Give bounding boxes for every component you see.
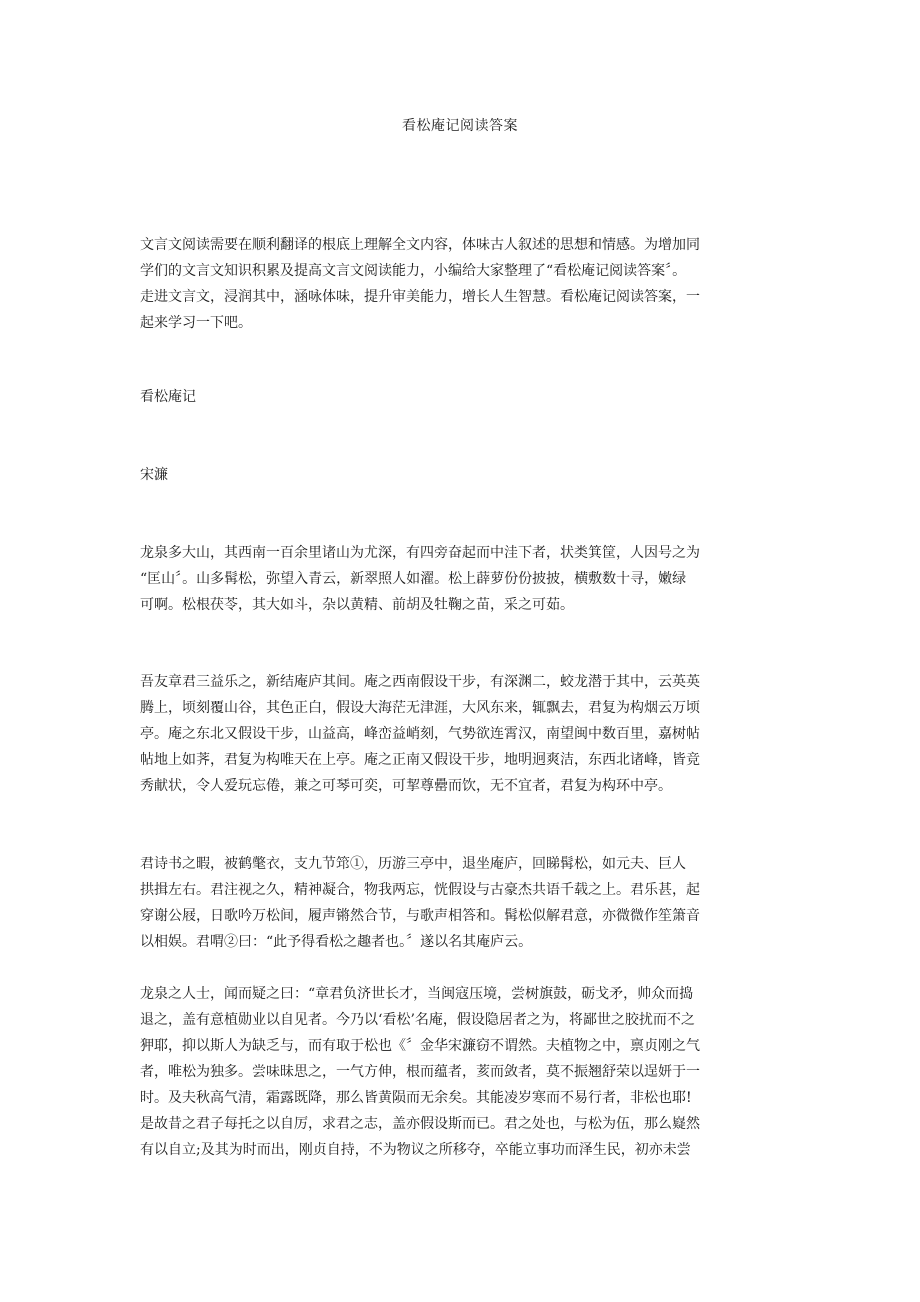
text-line: 时。及夫秋高气清，霜露既降，那么皆黄陨而无余矣。其能凌岁寒而不易行者，非松也耶! — [140, 1090, 692, 1106]
body-paragraph-1 — [140, 540, 785, 618]
text-line: 学们的文言文知识积累及提高文言文阅读能力，小编给大家整理了“看松庵记阅读答案〞。 — [140, 263, 687, 279]
text-line: 起来学习一下吧。 — [140, 315, 252, 331]
body-paragraph-3 — [140, 851, 785, 955]
text-line: 走进文言文，浸润其中，涵咏体味，提升审美能力，增长人生智慧。看松庵记阅读答案，一 — [140, 289, 700, 305]
text-line: 亭。庵之东北又假设干步，山益高，峰峦益峭刻，气势欲连霄汉，南望闽中数百里，嘉树帖 — [140, 726, 700, 742]
text-line: 可啊。松根茯苓，其大如斗，杂以黄精、前胡及牡鞠之苗，采之可茹。 — [140, 597, 574, 613]
text-line: 文言文阅读需要在顺利翻译的根底上理解全文内容，体味古人叙述的思想和情感。为增加同 — [140, 237, 700, 253]
intro-paragraph — [140, 232, 785, 336]
text-line: 狎耶，抑以斯人为缺乏与，而有取于松也《〞金华宋濂窃不谓然。夫植物之中，禀贞刚之气 — [140, 1038, 700, 1054]
text-line: 龙泉之人士，闻而疑之曰：“章君负济世长才，当闽寇压境，尝树旗鼓，砺戈矛，帅众而捣 — [140, 986, 694, 1002]
text-line: 以相娱。君喟②曰：“此予得看松之趣者也。〞遂以名其庵庐云。 — [140, 934, 533, 950]
document-title: 看松庵记阅读答案 — [402, 118, 518, 134]
text-line: 退之，盖有意植勋业以自见者。今乃以‘看松’名庵，假设隐居者之为，将鄙世之胶扰而不之 — [140, 1012, 695, 1028]
text-line: 君诗书之暇，被鹤氅衣，支九节筇①，历游三亭中，退坐庵庐，回睇髯松，如元夫、巨人 — [140, 856, 686, 872]
author-text: 宋濂 — [140, 467, 168, 483]
text-line: 拱揖左右。君注视之久，精神凝合，物我两忘，恍假设与古豪杰共语千载之上。君乐甚，起 — [140, 882, 700, 898]
author-line — [140, 462, 785, 488]
body-paragraph-4 — [140, 981, 785, 1163]
text-line: 有以自立;及其为时而出，刚贞自持，不为物议之所移夺，卒能立事功而泽生民，初亦未尝 — [140, 1142, 691, 1158]
text-line: 者，唯松为独多。尝味昧思之，一气方伸，根而蕴者，荄而敛者，莫不振翘舒荣以逞妍于一 — [140, 1064, 700, 1080]
text-line: “匡山〞。山多髯松，弥望入青云，新翠照人如濯。松上薜萝份份披披，横敷数十寻，嫩绿 — [140, 571, 687, 587]
heading-text: 看松庵记 — [140, 389, 196, 405]
text-line: 吾友章君三益乐之，新结庵庐其间。庵之西南假设干步，有深渊二，蛟龙潜于其中，云英英 — [140, 674, 700, 690]
body-paragraph-2 — [140, 669, 785, 799]
text-line: 秀献状，令人爱玩忘倦，兼之可琴可奕，可挈尊罍而饮，无不宜者，君复为构环中亭。 — [140, 778, 672, 794]
text-line: 腾上，顷刻覆山谷，其色正白，假设大海茫无津涯，大风东来，辄飘去，君复为构烟云万顷 — [140, 700, 700, 716]
text-line: 是故昔之君子每托之以自厉，求君之志，盖亦假设斯而已。君之处也，与松为伍，那么嶷然 — [140, 1116, 700, 1132]
text-line: 帖地上如荠，君复为构唯天在上亭。庵之正南又假设干步，地明迥爽洁，东西北诸峰，皆竞 — [140, 752, 700, 768]
section-heading — [140, 384, 785, 410]
text-line: 穿谢公屐，日歌吟万松间，履声锵然合节，与歌声相答和。髯松似解君意，亦微微作笙箫音 — [140, 908, 700, 924]
text-line: 龙泉多大山，其西南一百余里诸山为尤深，有四旁奋起而中洼下者，状类箕筐，人因号之为 — [140, 545, 700, 561]
